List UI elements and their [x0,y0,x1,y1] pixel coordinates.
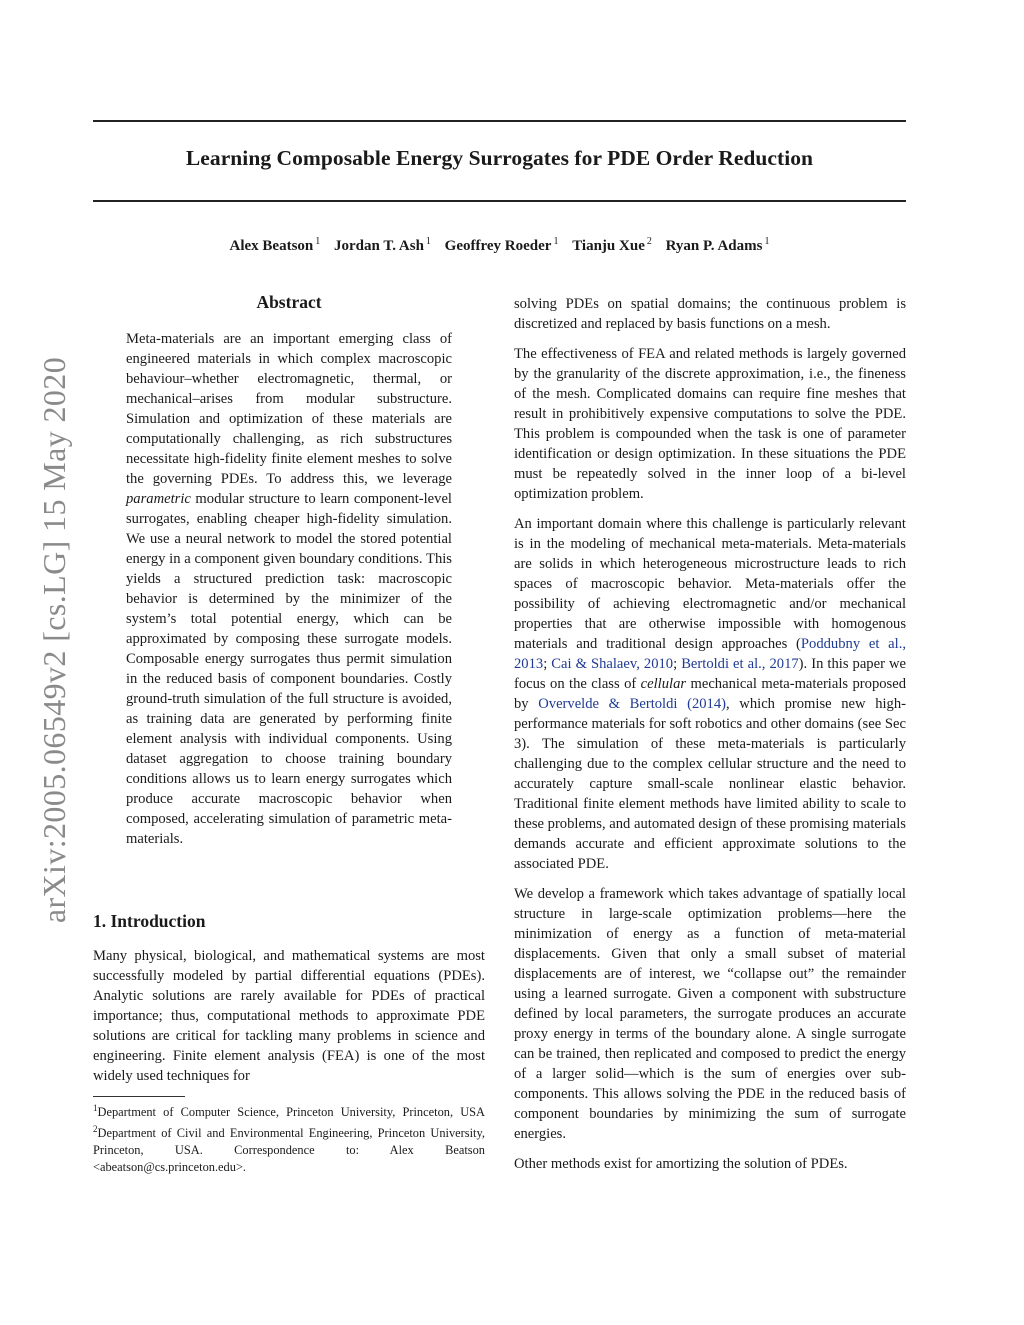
author-name: Ryan P. Adams $^1$ [665,236,770,254]
body-paragraph: An important domain where this challenge is particularly relevant is in the modeling of mechanical meta-materials. Meta-materials are solids in which heterogeneous microstructure leads to rich spaces of macroscopic behavior. Meta-materials offer the possibility of achieving electromagnetic and/or mechanical properties that are otherwise impossible with homogenous materials and traditional design approaches (Poddubny et al., 2013; Cai & Shalaev, 2010; Bertoldi et al., 2017). In this paper we focus on the class of cellular mechanical meta-materials proposed by Overvelde & Bertoldi (2014), which promise new high-performance materials for soft robotics and other domains (see Sec 3). The simulation of these meta-materials is particularly challenging due to the complex cellular structure and the need to accurately capture small-scale nonlinear elastic behavior. Traditional finite element methods have limited ability to scale to these problems, and automated design of these promising materials demands accurate and efficient approximate solutions to the associated PDE. [514,516,907,872]
intro-paragraph: Many physical, biological, and mathematical systems are most successfully modeled by partial differential equations (PDEs). Analytic solutions are rarely available for PDEs of practical importance; thus, computational methods to approximate PDE solutions are critical for tackling many problems in science and engineering. Finite element analysis (FEA) is one of the most widely used techniques for [93,948,485,1084]
body-paragraph: The effectiveness of FEA and related methods is largely governed by the granularity of the discrete approximation, i.e., the fineness of the mesh. Complicated domains can require fine meshes that result in prohibitively expensive computations to solve the PDE. This problem is compounded when the task is one of parameter identification or design optimization. In these situations the PDE must be repeatedly solved in the inner loop of a bi-level optimization problem. [514,346,906,502]
citation-link[interactable]: Poddubny et al., 2013 [514,636,906,672]
author-name: Geoffrey Roeder $^1$ [444,236,559,254]
arxiv-identifier: arXiv:2005.06549v2 [cs.LG] 15 May 2020 [36,356,72,924]
author-list [93,236,906,255]
affiliation-marker: 1 [764,236,770,247]
affiliation-marker: 2 [646,236,652,247]
affiliation-footnote: $^1$Department of Computer Science, Princeton University, Princeton, USA $^2$Department of Civil and Environmental Engineering, Princeton University, Princeton, USA. Correspondence to: Alex Beatson <abeatson@cs.princeton.edu>. [93,1103,485,1174]
affiliation-marker: 1 [425,236,431,247]
author-name: Jordan T. Ash $^1$ [334,236,431,254]
author-name: Tianju Xue $^2$ [572,236,652,254]
affiliation-marker: 1 [553,236,559,247]
affiliation-marker: 1 [315,236,321,247]
abstract-heading: Abstract [256,292,322,312]
citation-link[interactable]: Overvelde & Bertoldi (2014) [538,696,727,712]
footnote-rule [93,1096,185,1097]
paper-title: Learning Composable Energy Surrogates for PDE Order Reduction [185,146,814,170]
title-rule-bottom [93,200,906,202]
author-name: Alex Beatson $^1$ [229,236,321,254]
abstract-text: Meta-materials are an important emerging class of engineered materials in which complex macroscopic behaviour–whether electromagnetic, thermal, or mechanical–arises from modular substructure. Simulation and optimization of these materials are computationally challenging, as rich substructures necessitate high-fidelity finite element meshes to solve the governing PDEs. To address this, we leverage parametric modular structure to learn component-level surrogates, enabling cheaper high-fidelity simulation. We use a neural network to model the stored potential energy in a component given boundary conditions. This yields a structured prediction task: macroscopic behavior is determined by the minimizer of the system’s total potential energy, which can be approximated by composing these surrogate models. Composable energy surrogates thus permit simulation in the reduced basis of component boundaries. Costly ground-truth simulation of the full structure is avoided, as training data are generated by performing finite element analysis with individual components. Using dataset aggregation to choose training boundary conditions allows us to learn energy surrogates which produce accurate macroscopic behavior when composed, accelerating simulation of parametric meta-materials. [126,331,452,847]
body-paragraph: We develop a framework which takes advantage of spatially local structure in large-scale optimization problems—here the minimization of energy as a function of meta-material displacements. Given that only a small subset of material displacements are of interest, we “collapse out” the remainder using a learned surrogate. Given a component with substructure defined by local parameters, the surrogate produces an accurate proxy energy in terms of the boundary alone. A single surrogate can be trained, then replicated and composed to predict the energy of a larger solid—which is the sum of energies over sub-components. This allows solving the PDE in the reduced basis of component boundaries by minimizing the sum of surrogate energies. [514,886,906,1142]
title-rule-top [93,120,906,122]
citation-link[interactable]: Bertoldi et al., 2017 [681,656,799,672]
right-column [514,294,906,1184]
body-paragraph: Other methods exist for amortizing the solution of PDEs. [514,1156,848,1172]
citation-link[interactable]: Cai & Shalaev, 2010 [551,656,674,672]
section-heading-introduction: 1. Introduction [93,911,206,931]
body-paragraph: solving PDEs on spatial domains; the continuous problem is discretized and replaced by basis functions on a mesh. [514,296,906,332]
